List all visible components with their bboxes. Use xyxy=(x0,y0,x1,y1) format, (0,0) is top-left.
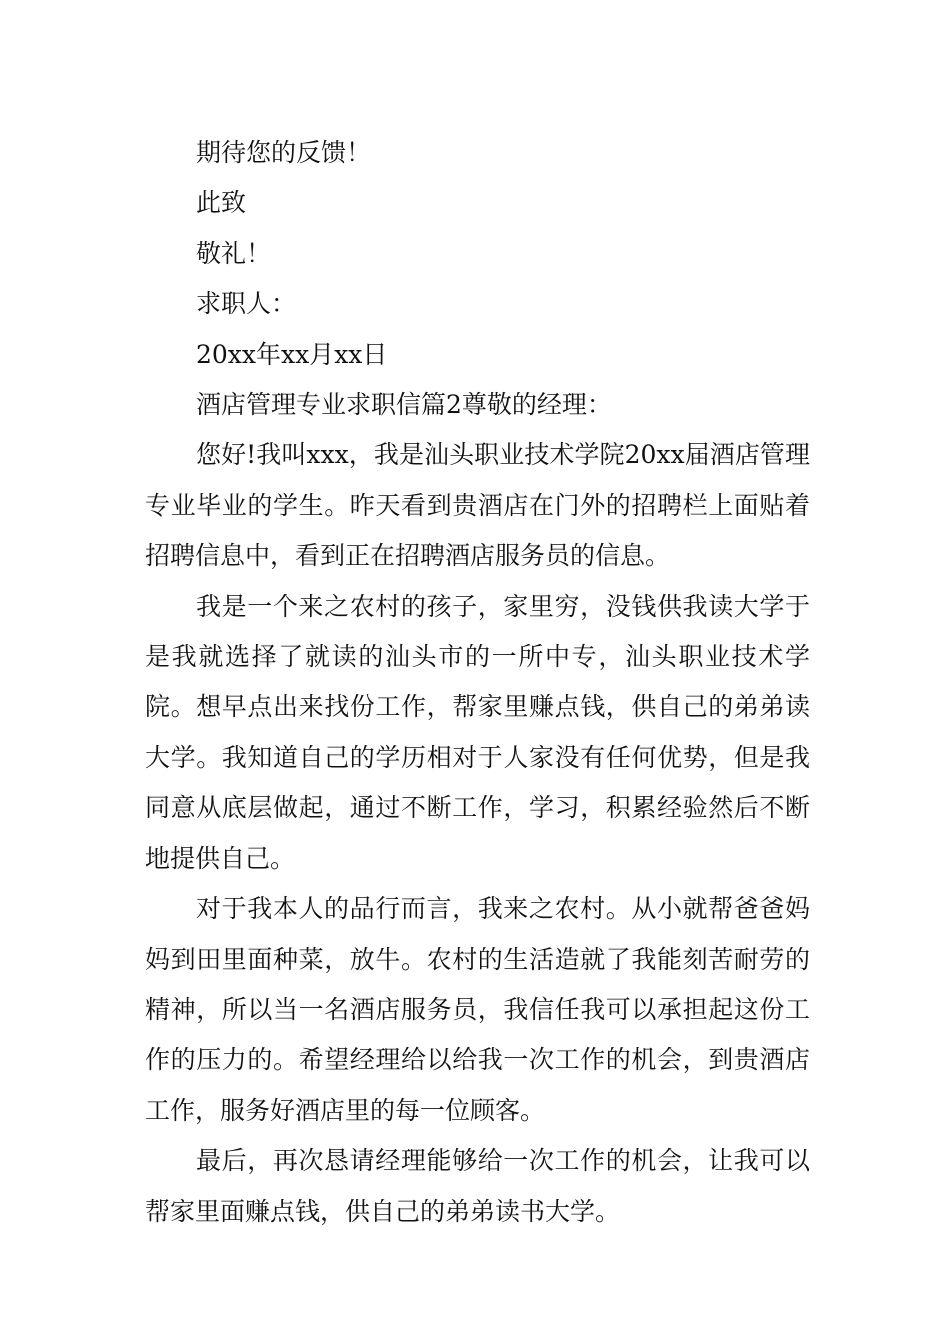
closing-line-feedback: 期待您的反馈！ xyxy=(196,138,372,167)
paragraph-background: 我是一个来之农村的孩子，家里穷，没钱供我读大学于是我就选择了就读的汕头市的一所中专，汕头职业技术学院。想早点出来找份工作，帮家里赚点钱，供自己的弟弟读大学。我知道自己的学历相对于人家没有任何优势，但是我同意从底层做起，通过不断工作，学习，积累经验然后不断地提供自己。 xyxy=(145,591,810,873)
closing-line-salutation: 此致 xyxy=(196,188,247,218)
closing-line-date: 20xx年xx月xx日 xyxy=(196,339,388,369)
paragraph-character: 对于我本人的品行而言，我来之农村。从小就帮爸爸妈妈到田里面种菜，放牛。农村的生活造就了我能刻苦耐劳的精神，所以当一名酒店服务员，我信任我可以承担起这份工作的压力的。希望经理给以给我一次工作的机会，到贵酒店工作，服务好酒店里的每一位顾客。 xyxy=(145,894,810,1125)
closing-line-applicant: 求职人： xyxy=(196,289,297,319)
closing-line-regards: 敬礼！ xyxy=(196,238,272,268)
paragraph-introduction: 您好!我叫xxx，我是汕头职业技术学院20xx届酒店管理专业毕业的学生。昨天看到贵酒店在门外的招聘栏上面贴着招聘信息中，看到正在招聘酒店服务员的信息。 xyxy=(145,440,810,571)
paragraph-conclusion: 最后，再次恳请经理能够给一次工作的机会，让我可以帮家里面赚点钱，供自己的弟弟读书大学。 xyxy=(145,1146,810,1226)
letter-heading: 酒店管理专业求职信篇2尊敬的经理： xyxy=(196,390,612,420)
letter-body xyxy=(145,128,810,1237)
